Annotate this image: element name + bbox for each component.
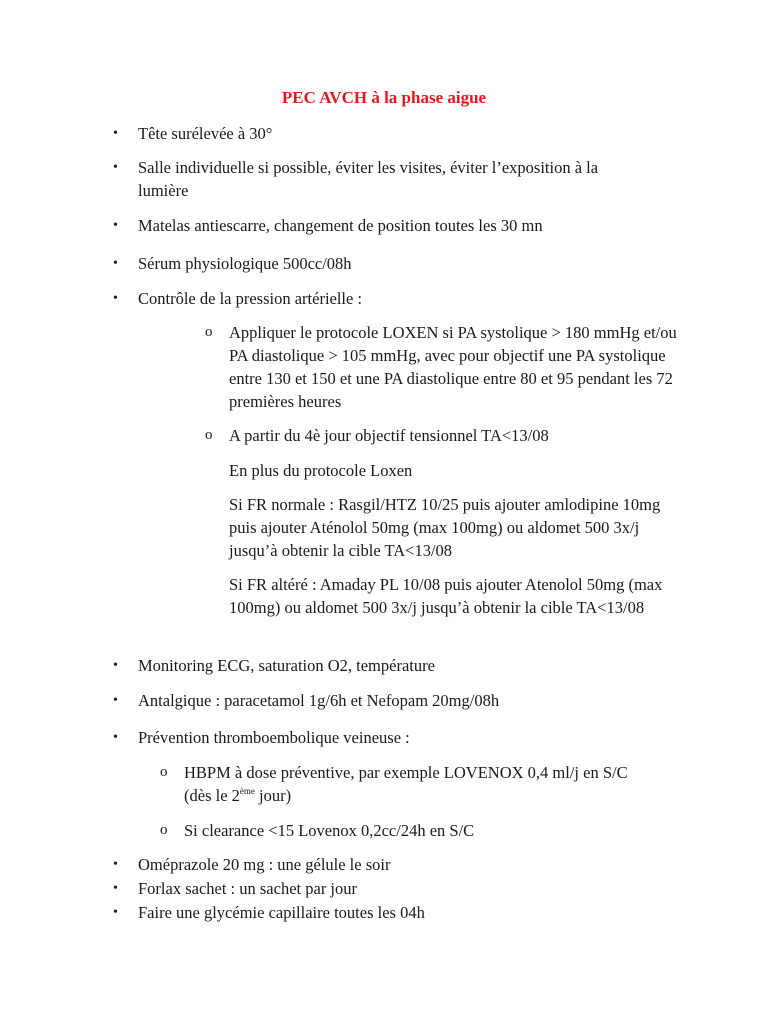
sub-item-hbpm-superscript: ème — [239, 786, 255, 796]
list-item-thrombo-prevention: Prévention thromboembolique veineuse : — [138, 728, 410, 747]
bullet-marker: • — [113, 881, 118, 896]
sub-bullet-marker: o — [160, 764, 168, 780]
bullet-marker: • — [113, 160, 118, 175]
sub-item-clearance: Si clearance <15 Lovenox 0,2cc/24h en S/C — [184, 821, 475, 840]
list-item-forlax: Forlax sachet : un sachet par jour — [138, 879, 358, 898]
bullet-marker: • — [113, 730, 118, 745]
list-item-head-elevation: Tête surélevée à 30° — [138, 124, 273, 143]
paragraph-fr-altered: Si FR altéré : Amaday PL 10/08 puis ajouter Atenolol 50mg (max 100mg) ou aldomet 500 3x/j jusqu’à obtenir la cible TA<13/08 — [229, 575, 663, 617]
bullet-marker: • — [113, 857, 118, 872]
bullet-marker: • — [113, 905, 118, 920]
list-item-blood-pressure: Contrôle de la pression artérielle : — [138, 289, 363, 308]
sub-item-hbpm-post: jour) — [254, 786, 292, 805]
bullet-marker: • — [113, 218, 118, 233]
list-item-serum: Sérum physiologique 500cc/08h — [138, 254, 352, 273]
sub-bullet-marker: o — [205, 427, 213, 443]
bullet-marker: • — [113, 291, 118, 306]
sub-item-day4-target: A partir du 4è jour objectif tensionnel TA<13/08 — [229, 426, 549, 445]
sub-item-hbpm-line1: HBPM à dose préventive, par exemple LOVENOX 0,4 ml/j en S/C — [184, 763, 628, 782]
sub-item-hbpm-pre: (dès le 2 — [184, 786, 240, 805]
sub-bullet-marker: o — [205, 324, 213, 340]
bullet-marker: • — [113, 256, 118, 271]
paragraph-fr-normal: Si FR normale : Rasgil/HTZ 10/25 puis ajouter amlodipine 10mg puis ajouter Aténolol 50mg (max 100mg) ou aldomet 500 3x/j jusqu’à obtenir la cible TA<13/08 — [229, 495, 661, 560]
list-item-monitoring: Monitoring ECG, saturation O2, température — [138, 656, 435, 675]
list-item-analgesic: Antalgique : paracetamol 1g/6h et Nefopam 20mg/08h — [138, 691, 500, 710]
paragraph-loxen-addition: En plus du protocole Loxen — [229, 461, 413, 480]
page-title: PEC AVCH à la phase aigue — [281, 88, 487, 107]
list-item-mattress: Matelas antiescarre, changement de position toutes les 30 mn — [138, 216, 543, 235]
sub-item-hbpm — [184, 761, 654, 807]
sub-item-loxen-protocol: Appliquer le protocole LOXEN si PA systolique > 180 mmHg et/ou PA diastolique > 105 mmHg, avec pour objectif une PA systolique entre 130 et 150 et une PA diastolique entre 80 et 95 pendant les 72 premières heures — [229, 323, 677, 411]
bullet-marker: • — [113, 693, 118, 708]
bullet-marker: • — [113, 658, 118, 673]
bullet-marker: • — [113, 126, 118, 141]
list-item-omeprazole: Oméprazole 20 mg : une gélule le soir — [138, 855, 391, 874]
list-item-individual-room: Salle individuelle si possible, éviter les visites, éviter l’exposition à la lumière — [138, 158, 599, 200]
list-item-glycemia: Faire une glycémie capillaire toutes les 04h — [138, 903, 425, 922]
sub-bullet-marker: o — [160, 822, 168, 838]
